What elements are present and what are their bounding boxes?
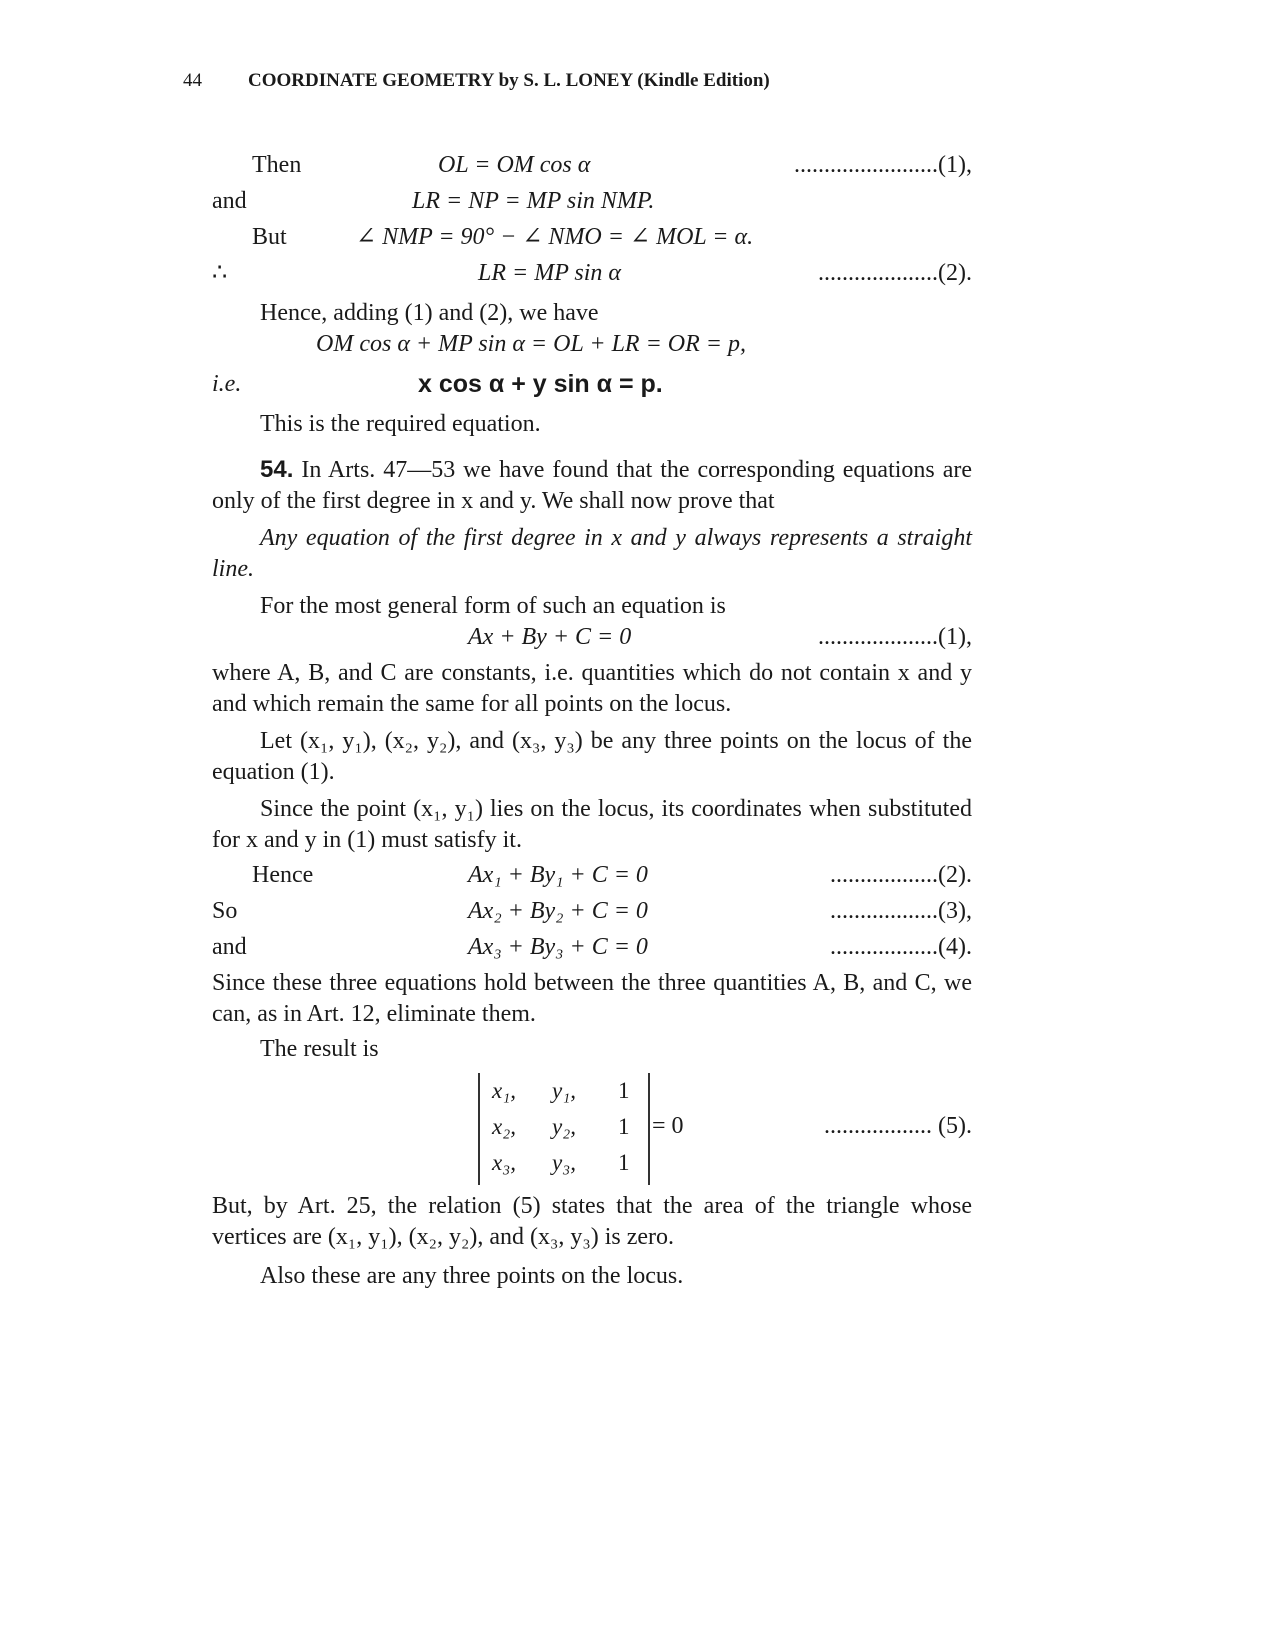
where-constants-text: where A, B, and C are constants, i.e. quantities which do not contain x and y and which remain the same for all points on the locus. <box>212 660 972 717</box>
equation-number-5: .................. (5). <box>824 1113 972 1139</box>
label-and: and <box>212 188 247 214</box>
determinant <box>478 1073 650 1185</box>
equation-3: Ax₂ + By₂ + C = 0 <box>468 898 648 924</box>
det-cell: y₂, <box>552 1114 576 1139</box>
result-text: The result is <box>260 1036 379 1062</box>
label-so: So <box>212 898 238 924</box>
det-cell: x₁, <box>492 1078 516 1103</box>
equation-number-2: ....................(2). <box>818 260 972 286</box>
hence-adding-text: Hence, adding (1) and (2), we have <box>260 300 599 326</box>
equation-row-eq3 <box>212 896 972 932</box>
equation-ol: OL = OM cos α <box>438 152 591 178</box>
det-cell: y₁, <box>552 1078 576 1103</box>
equation-general: Ax + By + C = 0 <box>468 624 632 650</box>
equation-row-then <box>212 150 972 186</box>
equation-row-eq2 <box>212 860 972 896</box>
equation-row-eq4 <box>212 932 972 968</box>
any-three-points-text: Also these are any three points on the locus. <box>260 1263 684 1289</box>
det-cell: x₂, <box>492 1114 516 1139</box>
determinant-block <box>212 1073 972 1191</box>
theorem-statement: Any equation of the first degree in x and y always represents a straight line. <box>212 525 972 582</box>
label-but: But <box>252 224 287 250</box>
equation-row-general <box>212 622 972 658</box>
det-cell: y₃, <box>552 1150 576 1175</box>
equation-lr-sin: LR = MP sin α <box>478 260 622 286</box>
det-cell: 1 <box>618 1114 630 1139</box>
page-number: 44 <box>183 70 202 91</box>
equation-number-1: ........................(1), <box>794 152 972 178</box>
equation-number-general: ....................(1), <box>818 624 972 650</box>
equation-row-and <box>212 186 972 222</box>
equation-number-2b: ..................(2). <box>830 862 972 888</box>
general-form-text: For the most general form of such an equation is <box>260 593 726 619</box>
section-54-intro-text: In Arts. 47—53 we have found that the corresponding equations are only of the first degree in x and y. We shall now prove that <box>212 457 972 514</box>
since-point-text: Since the point (x₁, y₁) lies on the locus, its coordinates when substituted for x and y in (1) must satisfy it. <box>212 796 972 853</box>
eliminate-text: Since these three equations hold between the three quantities A, B, and C, we can, as in Art. 12, eliminate them. <box>212 970 972 1027</box>
equation-4: Ax₃ + By₃ + C = 0 <box>468 934 648 960</box>
therefore-symbol: ∴ <box>212 260 228 286</box>
label-hence: Hence <box>252 862 314 888</box>
equation-normal-form: x cos α + y sin α = p. <box>418 370 663 398</box>
det-equals-zero: = 0 <box>652 1113 684 1139</box>
area-zero-text: But, by Art. 25, the relation (5) states that the area of the triangle whose vertices are (x₁, y₁), (x₂, y₂), and (x₃, y₃) is zero. <box>212 1193 972 1250</box>
required-equation-text: This is the required equation. <box>260 411 541 437</box>
equation-number-4: ..................(4). <box>830 934 972 960</box>
equation-row-ie <box>212 369 972 409</box>
equation-row-but <box>212 222 972 258</box>
section-number: 54. <box>260 456 294 483</box>
let-points-text: Let (x₁, y₁), (x₂, y₂), and (x₃, y₃) be any three points on the locus of the equation (1). <box>212 728 972 785</box>
equation-angle: ∠ NMP = 90° − ∠ NMO = ∠ MOL = α. <box>356 224 754 250</box>
equation-row-therefore <box>212 258 972 294</box>
det-cell: 1 <box>618 1150 630 1175</box>
label-ie: i.e. <box>212 371 242 397</box>
equation-lr: LR = NP = MP sin NMP. <box>412 188 655 214</box>
page-body <box>212 150 972 1292</box>
det-cell: 1 <box>618 1078 630 1103</box>
label-and-2: and <box>212 934 247 960</box>
equation-sum: OM cos α + MP sin α = OL + LR = OR = p, <box>316 331 746 357</box>
equation-2: Ax₁ + By₁ + C = 0 <box>468 862 648 888</box>
equation-number-3: ..................(3), <box>830 898 972 924</box>
section-54-intro <box>212 454 972 517</box>
label-then: Then <box>252 152 302 178</box>
det-cell: x₃, <box>492 1150 516 1175</box>
book-title: COORDINATE GEOMETRY by S. L. LONEY (Kindle Edition) <box>248 70 770 91</box>
equation-row-sum <box>212 329 972 369</box>
